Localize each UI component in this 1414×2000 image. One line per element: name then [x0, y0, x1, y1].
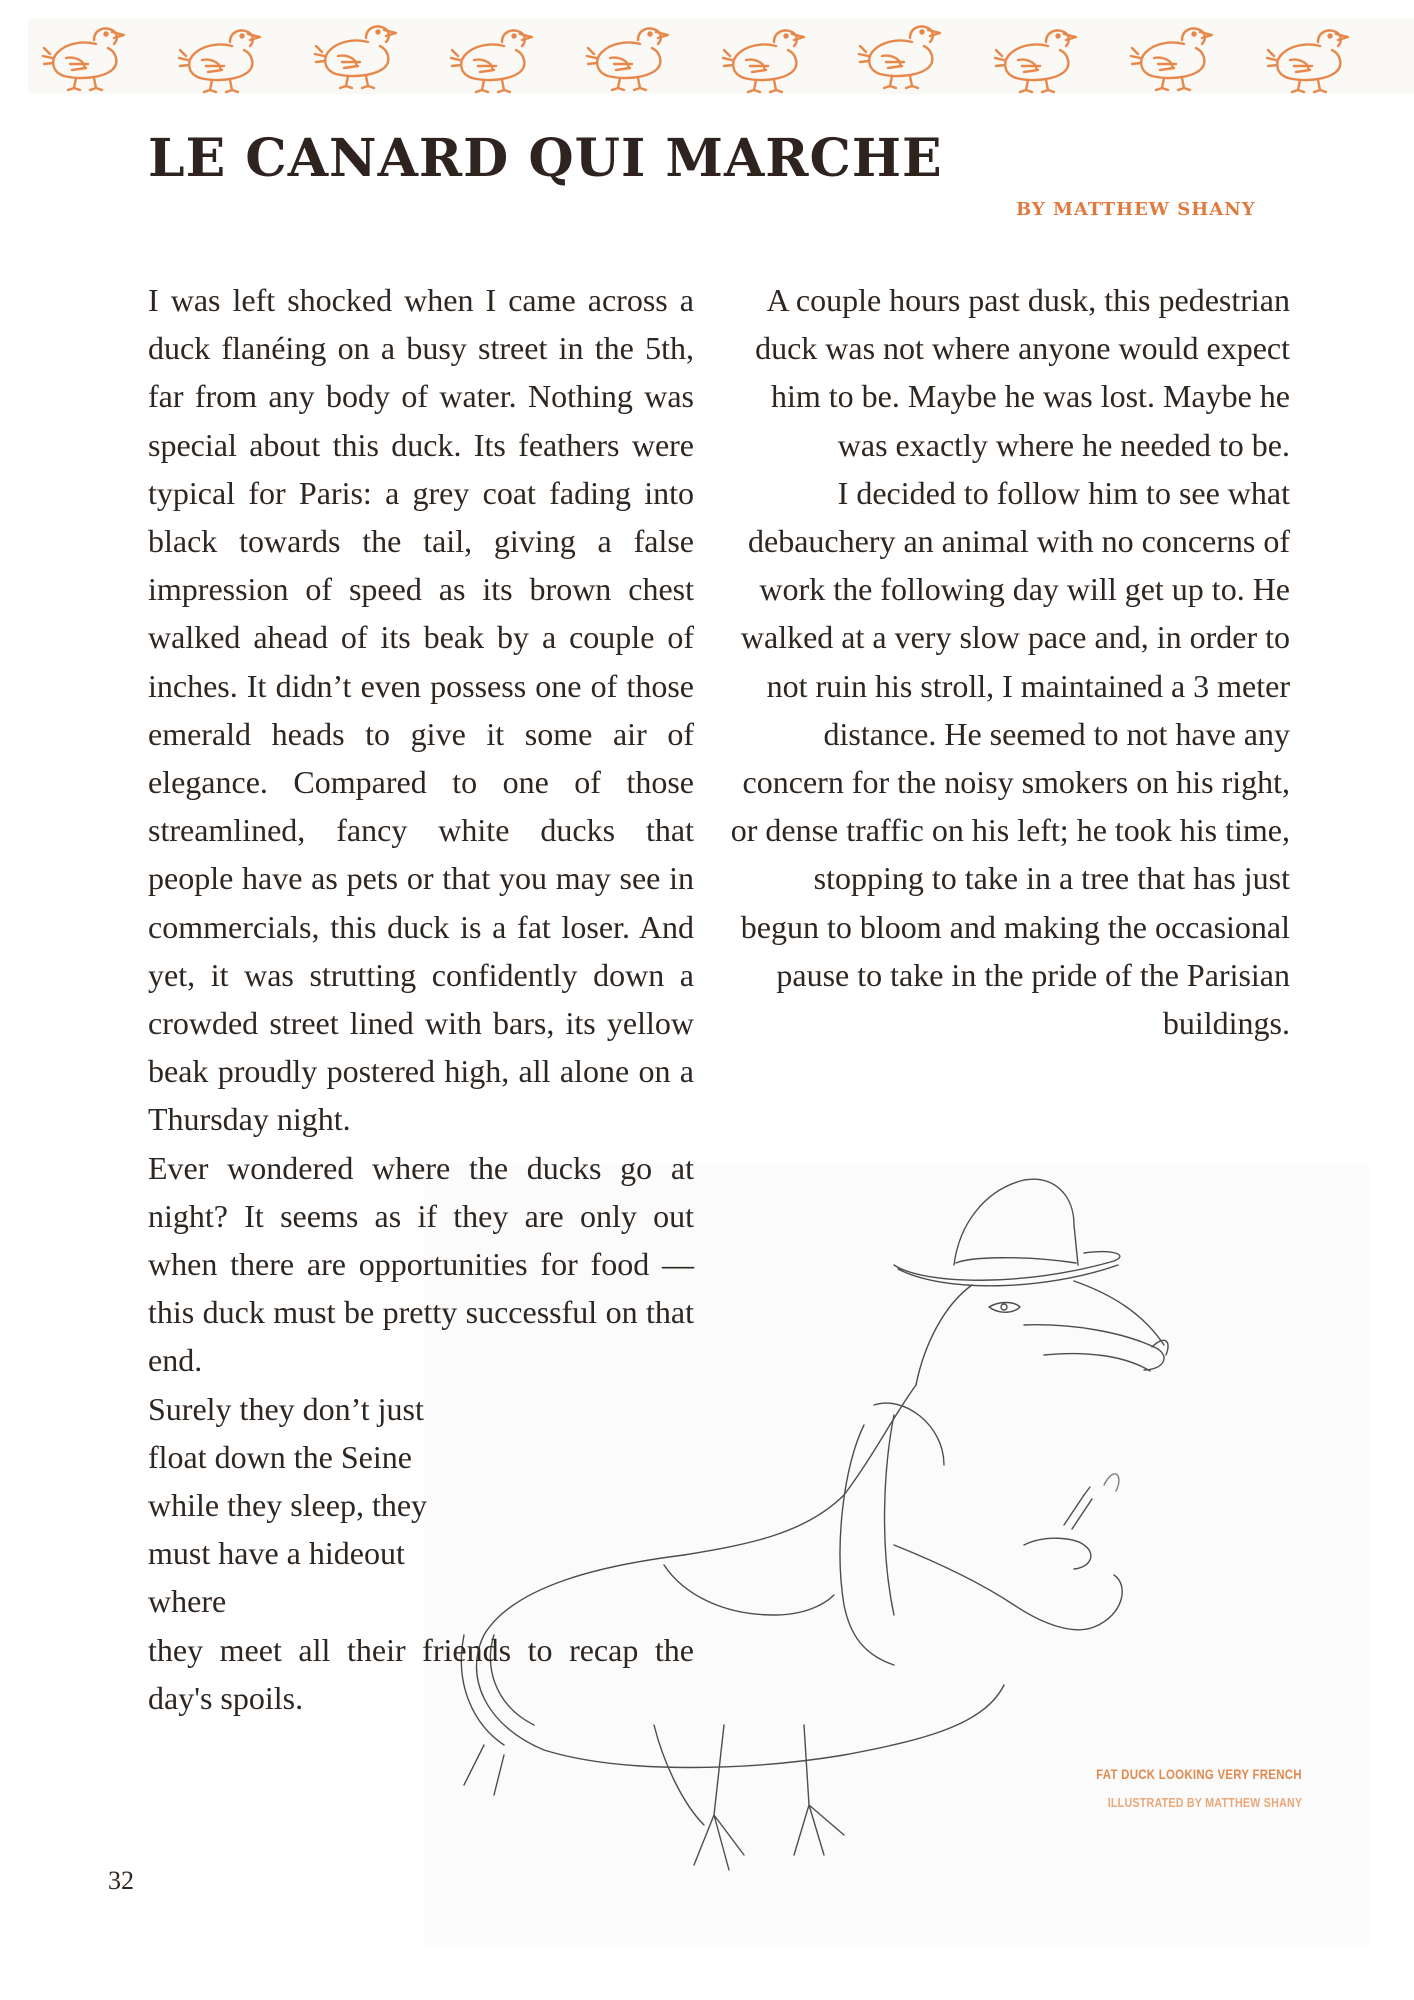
illustration-caption-title: FAT DUCK LOOKING VERY FRENCH [1096, 1766, 1302, 1782]
duck-icon-7 [859, 26, 940, 88]
right-paragraph-2: I decided to follow him to see what debauchery an animal with no concerns of work the following day will get up to. He walked at a very slow pace and, in order to not ruin his stroll, I maintained a 3 meter distance. He seemed to not have any concern for the noisy smokers on his right, or dense traffic on his left; he took his time, stopping to take in a tree that has just begun to bloom and making the occasional pause to take in the pride of the Parisian buildings. [730, 474, 1290, 1042]
illustration-caption-credit: ILLUSTRATED BY MATTHEW SHANY [1107, 1795, 1302, 1810]
right-column [730, 276, 1290, 1047]
duck-banner-art [28, 18, 1414, 94]
left-paragraph-3-end: they meet all their friends to recap the day's spoils. [148, 1631, 694, 1716]
duck-icon-1 [43, 28, 124, 90]
left-paragraph-3-narrow: Surely they don’t just float down the Seine while they sleep, they must have a hideout where [148, 1390, 428, 1620]
duck-icon-3 [315, 26, 396, 88]
left-column [148, 276, 694, 1722]
page-number: 32 [108, 1866, 134, 1895]
duck-banner [28, 18, 1414, 94]
article-byline: BY MATTHEW SHANY [1016, 199, 1256, 220]
article-title: LE CANARD QUI MARCHE [148, 128, 943, 189]
duck-icon-9 [1131, 28, 1212, 90]
duck-icon-8 [995, 30, 1076, 92]
duck-icon-4 [451, 30, 532, 92]
left-paragraph-1: I was left shocked when I came across a duck flanéing on a busy street in the 5th, far from any body of water. Nothing was special about this duck. Its feathers were typical for Paris: a grey coat fading into black towards the tail, giving a false impression of speed as its brown chest walked ahead of its beak by a couple of inches. It didn’t even possess one of those emerald heads to give it some air of elegance. Compared to one of those streamlined, fancy white ducks that people have as pets or that you may see in commercials, this duck is a fat loser. And yet, it was strutting confidently down a crowded street lined with bars, its yellow beak proudly postered high, all alone on a Thursday night. [148, 282, 694, 1138]
duck-icon-10 [1267, 30, 1348, 92]
duck-icon-6 [723, 30, 804, 92]
right-paragraph-1: A couple hours past dusk, this pedestrian duck was not where anyone would expect him to be. Maybe he was lost. Maybe he was exactly where he needed to be. [755, 282, 1290, 463]
duck-icon-2 [179, 30, 260, 92]
left-paragraph-2: Ever wondered where the ducks go at night? It seems as if they are only out when there are opportunities for food — this duck must be pretty successful on that end. [148, 1149, 694, 1379]
duck-icon-5 [587, 28, 668, 90]
